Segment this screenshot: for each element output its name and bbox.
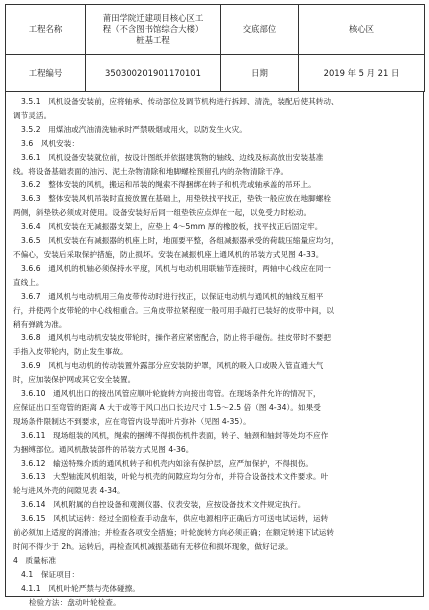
body-text-line: 3.6.9 风机与电动机的传动装置外露部分应安装防护罩，风机的吸入口或吸入管直通大气 — [21, 361, 324, 371]
body-text-line: 时间不得少于 2h。运转后，再检查风机减振基础有无移位和损坏现象，做好记录。 — [13, 542, 293, 551]
body-text-line: 手指入皮带轮内，防止发生事故。 — [13, 347, 128, 357]
project-name-line-3: 桩基工程 — [136, 35, 170, 45]
body-text-line: 4.1 保证项目： — [21, 569, 80, 579]
body-text-line: 线。将设备基础表面的油污、泥土杂物清除和地脚螺栓预留孔内的杂物清除干净。 — [13, 166, 289, 176]
body-text-line: 前必须加上适度的润滑油；并检查各项安全措施；叶轮旋转方向必须正确；在额定转速下试运转 — [13, 528, 335, 538]
body-text-line: 轮与进风外壳的间隙见表 4-34。 — [13, 486, 125, 496]
body-text-line: 调节灵活。 — [13, 110, 52, 120]
project-name-label: 工程名称 — [6, 5, 86, 55]
body-text-area — [5, 92, 424, 607]
project-name-line-2: 程（不含图书馆综合大楼） — [102, 24, 204, 34]
handover-part-label: 交底部位 — [221, 5, 299, 55]
body-text-line: 检验方法：盘动叶轮检查。 — [29, 597, 121, 607]
body-text-line: 3.6.2 整体安装的风机，搬运和吊装的绳索不得捆绑在转子和机壳或轴承盖的吊环上。 — [21, 180, 316, 190]
body-text-line: 3.6.13 大型轴流风机组装，叶轮与机壳的间隙应均匀分布，并符合设备技术文件要求。叶 — [21, 472, 329, 482]
body-text-line: 3.6.1 风机设备安装就位前，按设计图纸并依据建筑物的轴线、边线及标高放出安装基准 — [21, 152, 324, 162]
body-text-line: 稍有弹跳为准。 — [13, 319, 67, 329]
project-code-label: 工程编号 — [6, 55, 86, 92]
date-label: 日期 — [221, 55, 299, 92]
body-text-line: 3.6.14 风机附属的自控设备和观测仪器、仪表安装，应按设备技术文件规定执行。 — [21, 500, 306, 510]
header-table — [5, 4, 425, 92]
body-text-line: 3.6.12 输送特殊介质的通风机转子和机壳内如涂有保护层，应严加保护，不得损伤。 — [21, 458, 313, 468]
body-text-line: 3.6.7 通风机与电动机用三角皮带传动时进行找正，以保证电动机与通风机的轴线互相平 — [21, 291, 324, 301]
body-text-line: 为捆缚部位。通风机散装部件的吊装方式见图 4-36。 — [13, 444, 194, 454]
body-text-line: 两侧，斜垫铁必须成对使用。设备安装好后同一组垫铁应点焊在一起，以免受力时松动。 — [13, 208, 312, 218]
body-text-line: 行，并使两个皮带轮的中心线相重合。三角皮带拉紧程度一般可用手敲打已装好的皮带中间，以 — [13, 305, 335, 315]
body-text-line: 3.5.2 用煤油或汽油清洗轴承时严禁吸烟或用火，以防发生火灾。 — [21, 124, 247, 134]
body-text-line: 不偏心，安装后采取保护措施，防止损坏。安装在减振机座上通风机的吊装方式见图 4-33。 — [13, 249, 324, 259]
body-text-line: 3.6 风机安装： — [21, 138, 80, 148]
body-text-line: 3.6.5 风机安装在有减振器的机座上时，地面要平整，各组减振器承受的荷载压缩量应均匀， — [21, 236, 339, 246]
project-name-value — [86, 5, 221, 55]
body-text-line: 现场条件限制达不到要求，应在弯管内设导流叶片弥补（见图 4-35）。 — [13, 416, 251, 426]
body-text-line: 3.6.15 风机试运转：经过全面检查手动盘车，供应电源相序正确后方可送电试运转，运转 — [21, 514, 329, 524]
body-text-line: 3.5.1 风机设备安装前，应将轴承、传动部位及调节机构进行拆卸、清洗，装配后使其转动、 — [21, 97, 339, 106]
body-text-line: 3.6.8 通风机与电动机安装皮带轮时，操作者应紧密配合，防止将手碰伤。挂皮带时不要把 — [21, 333, 332, 343]
body-text-line: 时，应加装保护网或其它安全装置。 — [13, 375, 136, 385]
project-code-value: 350300201901170101 — [86, 55, 221, 92]
project-name-line-1: 莆田学院迁建项目核心区工 — [102, 13, 204, 23]
body-text-line: 3.6.10 通风机出口的接出风管应顺叶轮旋转方向接出弯管。在现场条件允许的情况下， — [21, 389, 321, 399]
date-value: 2019 年 5 月 21 日 — [299, 55, 425, 92]
body-text-line: 3.6.11 现场组装的风机，绳索的捆缚不得损伤机件表面，转子、轴颈和轴封等处均不应作 — [21, 430, 329, 440]
body-text-line: 4 质量标准 — [13, 555, 57, 565]
body-text-line: 4.1.1 风机叶轮严禁与壳体碰擦。 — [21, 583, 140, 593]
body-text-line: 3.6.4 风机安装在无减振器支架上，应垫上 4～5mm 厚的橡胶板，找平找正后固定牢。 — [21, 222, 323, 232]
body-text-line: 直线上。 — [13, 277, 44, 287]
body-text-line: 3.6.3 整体安装风机吊装时直接放置在基础上，用垫铁找平找正，垫铁一般应放在地脚螺栓 — [21, 194, 332, 204]
body-text-line: 3.6.6 通风机的机轴必须保持水平度，风机与电动机用联轴节连接时，两轴中心线应在同一 — [21, 263, 332, 273]
handover-part-value: 核心区 — [299, 5, 425, 55]
body-text-line: 应保证出口至弯管的距离 A 大于或等于风口出口长边尺寸 1.5～2.5 倍（图 4-34）。如果受 — [13, 402, 321, 412]
